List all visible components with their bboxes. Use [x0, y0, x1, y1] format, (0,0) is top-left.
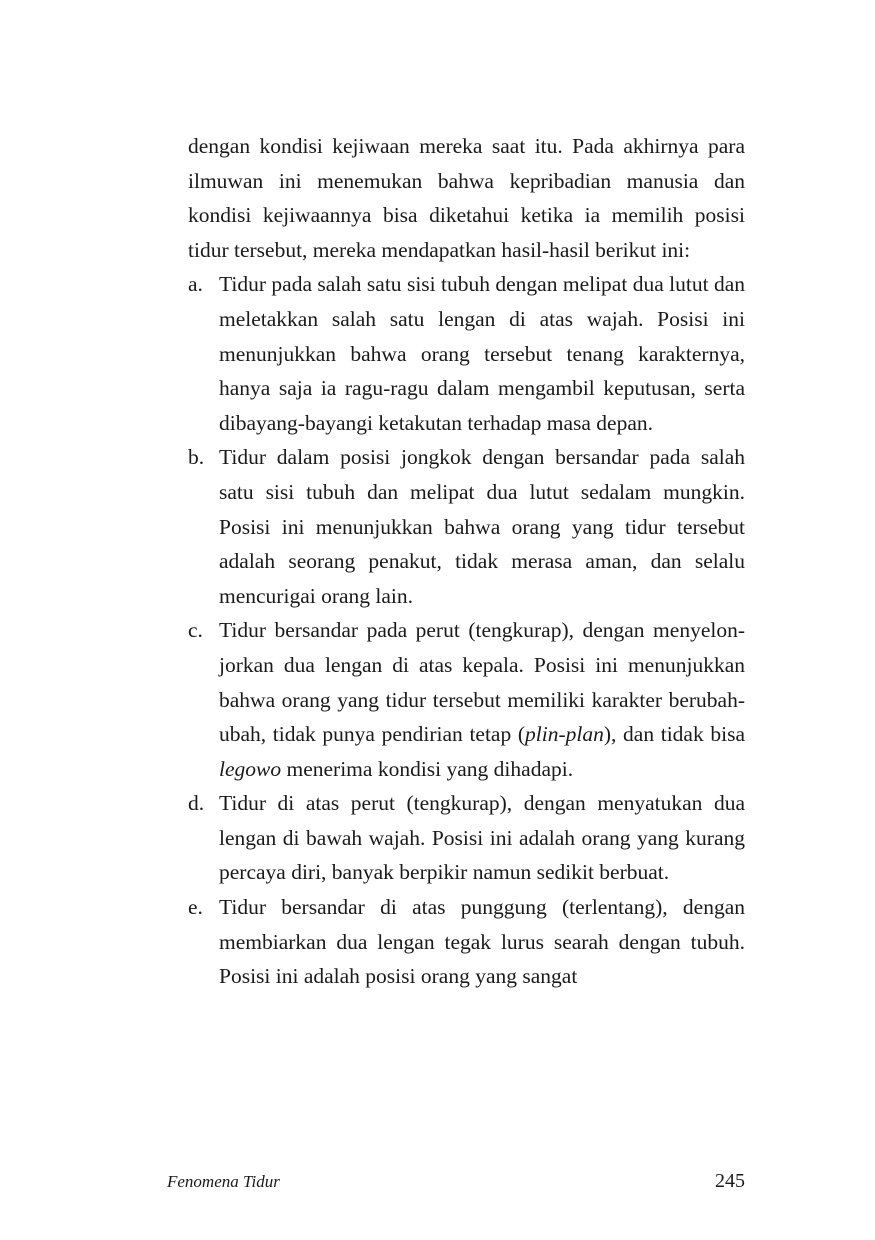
page-footer — [167, 1170, 745, 1200]
list-item — [188, 267, 745, 440]
page-number: 245 — [715, 1170, 745, 1192]
list-item-text-part: ), dan tidak bisa — [603, 722, 745, 747]
list-marker: b. — [188, 445, 205, 470]
list-item-text: Tidur bersandar di atas punggung (terlentang), dengan membiarkan dua lengan tegak lurus searah dengan tubuh. Posisi ini adalah posisi orang yang sangat — [219, 895, 745, 989]
list-marker: d. — [188, 791, 205, 816]
list-item-text: Tidur di atas perut (tengkurap), dengan menyatukan dua lengan di bawah wajah. Posisi ini adalah orang yang kurang percaya diri, banyak berpikir namun sedikit berbuat. — [219, 791, 745, 885]
list-item-text: Tidur dalam posisi jongkok dengan bersandar pada salah satu sisi tubuh dan melipat dua lutut sedalam mungkin. Posisi ini menunjukkan bahwa orang yang tidur tersebut adalah seorang penakut, tidak merasa aman, dan selalu mencurigai orang lain. — [219, 445, 745, 608]
italic-term-legowo: legowo — [219, 756, 282, 781]
list-marker: e. — [188, 895, 203, 920]
running-footer-title: Fenomena Tidur — [167, 1172, 280, 1191]
list-marker: a. — [188, 272, 203, 297]
intro-paragraph: dengan kondisi kejiwaan mereka saat itu. Pada akhirnya para ilmuwan ini menemukan bahwa kepribadian manusia dan kondisi kejiwaannya bisa diketahui ketika ia memilih posisi tidur tersebut, mereka mendapatkan hasil-hasil berikut ini: — [188, 134, 745, 262]
page-body — [188, 129, 745, 994]
list-item-text — [219, 618, 745, 780]
list-marker: c. — [188, 618, 203, 643]
sleep-position-list — [188, 267, 745, 993]
list-item-text: Tidur pada salah satu sisi tubuh dengan melipat dua lutut dan meletakkan salah satu lengan di atas wajah. Posisi ini menunjukkan bahwa orang tersebut tenang karakternya, hanya saja ia ragu-ragu dalam mengambil keputusan, serta dibayang-bayangi ketakutan terhadap masa depan. — [219, 272, 745, 435]
list-item — [188, 613, 745, 786]
list-item — [188, 440, 745, 613]
list-item — [188, 786, 745, 890]
list-item — [188, 890, 745, 994]
list-item-text-part: Tidur bersandar pada perut (tengkurap), dengan menyelon-jorkan dua lengan di atas kepala. Posisi ini menunjukkan bahwa orang yang tidur tersebut memiliki karakter berubah-ubah, tidak punya pendirian tetap ( — [219, 618, 745, 747]
list-item-text-part: menerima kondisi yang dihadapi. — [281, 756, 574, 781]
italic-term-plin-plan: plin-plan — [525, 722, 604, 747]
